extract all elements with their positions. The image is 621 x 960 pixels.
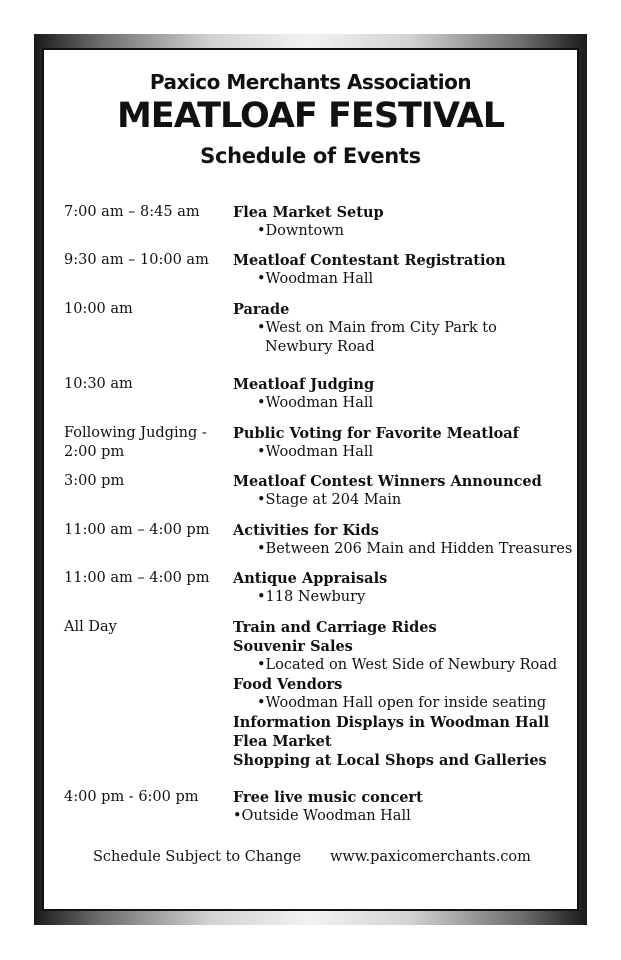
event-time: 11:00 am – 4:00 pm (64, 570, 210, 586)
event-title: Activities for Kids (233, 522, 379, 539)
event-location: •Between 206 Main and Hidden Treasures (257, 541, 573, 557)
event-time: 9:30 am – 10:00 am (64, 252, 209, 268)
website-url: www.paxicomerchants.com (330, 849, 531, 865)
event-time: 11:00 am – 4:00 pm (64, 522, 210, 538)
event-location: •Outside Woodman Hall (233, 808, 411, 824)
event-location: •Downtown (257, 223, 344, 239)
allday-item-title: Shopping at Local Shops and Galleries (233, 752, 547, 769)
allday-item-title: Souvenir Sales (233, 638, 353, 655)
event-title: Meatloaf Contest Winners Announced (233, 473, 542, 490)
event-location: •Woodman Hall (257, 395, 374, 411)
event-title: Parade (233, 301, 290, 318)
event-title: Flea Market Setup (233, 204, 384, 221)
organization-name: Paxico Merchants Association (149, 70, 472, 94)
event-title: Free live music concert (233, 789, 423, 806)
allday-item-title: Food Vendors (233, 676, 343, 693)
event-time: 4:00 pm - 6:00 pm (64, 789, 199, 805)
allday-item-detail: •Located on West Side of Newbury Road (257, 657, 558, 673)
event-title: Meatloaf Contestant Registration (233, 252, 506, 269)
event-location: •Stage at 204 Main (257, 492, 402, 508)
allday-item-title: Flea Market (233, 733, 332, 750)
event-location: •Woodman Hall (257, 444, 374, 460)
allday-item-title: Information Displays in Woodman Hall (233, 714, 550, 731)
schedule-note: Schedule Subject to Change (93, 849, 302, 865)
event-location: •West on Main from City Park to (257, 320, 497, 336)
schedule-heading: Schedule of Events (200, 144, 421, 168)
event-time-end: 2:00 pm (64, 444, 125, 460)
allday-item-detail: •Woodman Hall open for inside seating (257, 695, 547, 711)
event-time: 10:30 am (64, 376, 133, 392)
event-title: Antique Appraisals (233, 570, 388, 587)
event-title: Meatloaf Judging (233, 376, 375, 393)
event-location-continued: Newbury Road (265, 339, 375, 355)
festival-title: MEATLOAF FESTIVAL (116, 96, 505, 136)
event-time: All Day (64, 619, 117, 635)
event-time: 10:00 am (64, 301, 133, 317)
event-time: 7:00 am – 8:45 am (64, 204, 200, 220)
event-location: •118 Newbury (257, 589, 366, 605)
event-title: Public Voting for Favorite Meatloaf (233, 425, 519, 442)
event-time: 3:00 pm (64, 473, 125, 489)
allday-item-title: Train and Carriage Rides (233, 619, 437, 636)
event-location: •Woodman Hall (257, 271, 374, 287)
event-time: Following Judging - (64, 425, 207, 441)
